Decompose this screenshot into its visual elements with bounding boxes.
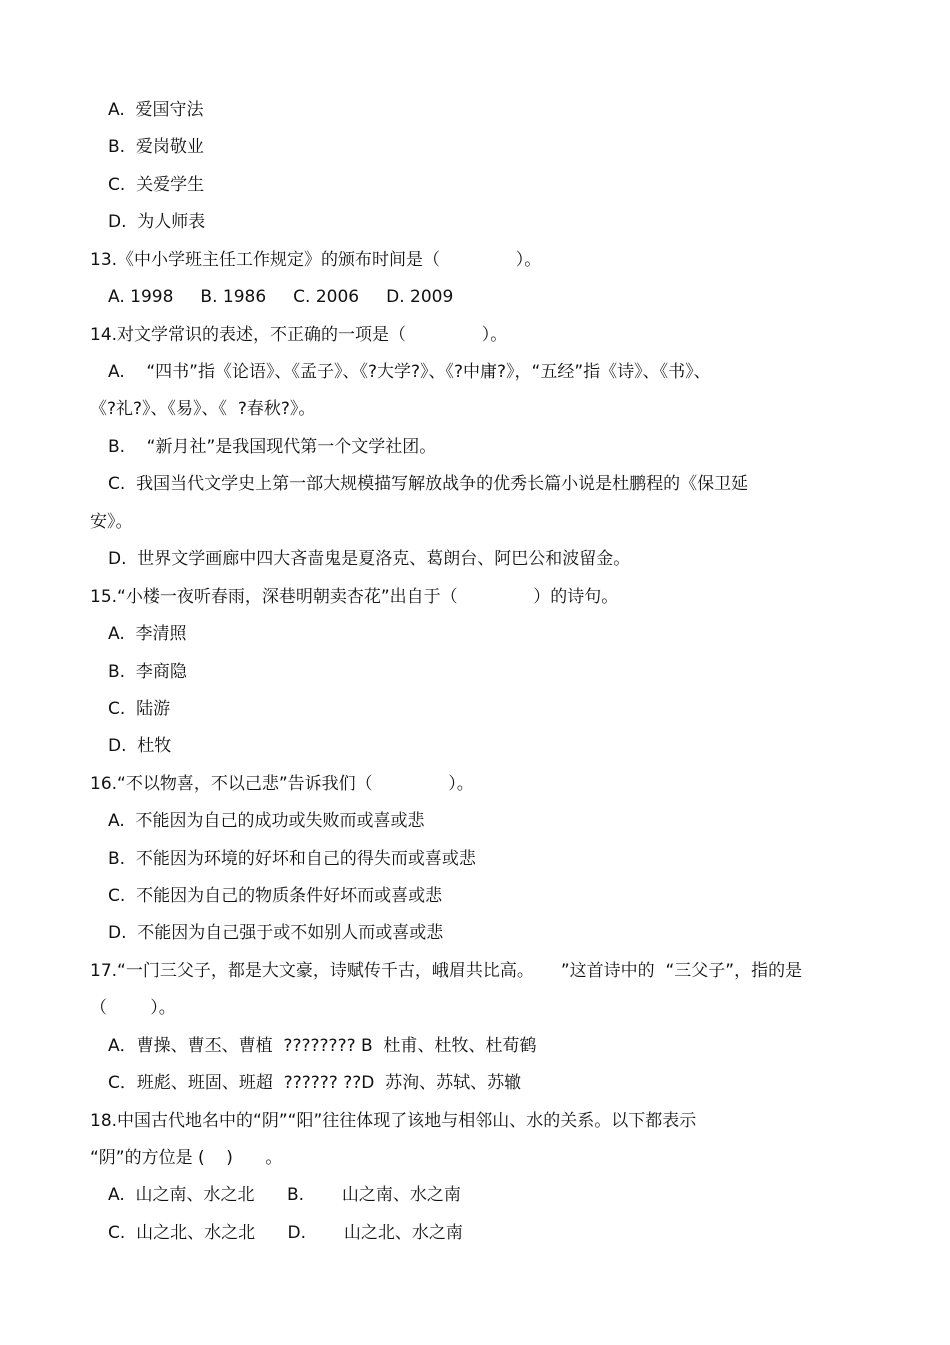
q14-option-c-line1: C. 我国当代文学史上第一部大规模描写解放战争的优秀长篇小说是杜鹏程的《保卫延 xyxy=(108,474,749,494)
q12-option-d: D. 为人师表 xyxy=(108,212,206,232)
q18-stem-line1: 18.中国古代地名中的“阴”“阳”往往体现了该地与相邻山、水的关系。以下都表示 xyxy=(90,1111,697,1131)
q15-option-b: B. 李商隐 xyxy=(108,662,187,682)
q16-option-b: B. 不能因为环境的好坏和自己的得失而或喜或悲 xyxy=(108,849,476,869)
q16-stem: 16.“不以物喜，不以己悲”告诉我们（ ）。 xyxy=(90,774,474,794)
q17-stem-line1: 17.“一门三父子，都是大文豪，诗赋传千古，峨眉共比高。 ”这首诗中的 “三父子”，指的是 xyxy=(90,961,803,981)
q16-option-a: A. 不能因为自己的成功或失败而或喜或悲 xyxy=(108,811,425,831)
q18-options-line2: C. 山之北、水之北 D. 山之北、水之南 xyxy=(108,1223,463,1243)
q12-option-b: B. 爱岗敬业 xyxy=(108,137,204,157)
q17-options-line1: A．曹操、曹丕、曹植 ???????? B 杜甫、杜牧、杜荀鹤 xyxy=(108,1036,537,1056)
q14-option-d: D. 世界文学画廊中四大吝啬鬼是夏洛克、葛朗台、阿巴公和波留金。 xyxy=(108,549,631,569)
q16-option-d: D. 不能因为自己强于或不如别人而或喜或悲 xyxy=(108,923,444,943)
q15-option-a: A. 李清照 xyxy=(108,624,187,644)
q13-options: A. 1998 B. 1986 C. 2006 D. 2009 xyxy=(108,287,454,307)
q12-option-a: A. 爱国守法 xyxy=(108,100,204,120)
q17-stem-line2: （ ）。 xyxy=(90,998,176,1018)
q14-option-a-line1: A. “四书”指《论语》、《孟子》、《?大学?》、《?中庸?》，“五经”指《诗》、《书》、 xyxy=(108,362,711,382)
q14-option-b: B. “新月社”是我国现代第一个文学社团。 xyxy=(108,437,437,457)
q16-option-c: C. 不能因为自己的物质条件好坏而或喜或悲 xyxy=(108,886,443,906)
q14-option-c-line2: 安》。 xyxy=(90,512,133,532)
q12-option-c: C. 关爱学生 xyxy=(108,175,205,195)
q17-options-line2: C．班彪、班固、班超 ?????? ??D 苏洵、苏轼、苏辙 xyxy=(108,1073,522,1093)
q13-stem: 13.《中小学班主任工作规定》的颁布时间是（ ）。 xyxy=(90,250,542,270)
q15-stem: 15.“小楼一夜听春雨，深巷明朝卖杏花”出自于（ ）的诗句。 xyxy=(90,587,619,607)
q18-stem-line2: “阴”的方位是 ( ) 。 xyxy=(90,1148,283,1168)
q15-option-d: D. 杜牧 xyxy=(108,736,172,756)
q18-options-line1: A. 山之南、水之北 B. 山之南、水之南 xyxy=(108,1185,461,1205)
q14-option-a-line2: 《?礼?》、《易》、《 ?春秋?》。 xyxy=(90,399,316,419)
q15-option-c: C. 陆游 xyxy=(108,699,171,719)
q14-stem: 14.对文学常识的表述，不正确的一项是（ ）。 xyxy=(90,325,508,345)
